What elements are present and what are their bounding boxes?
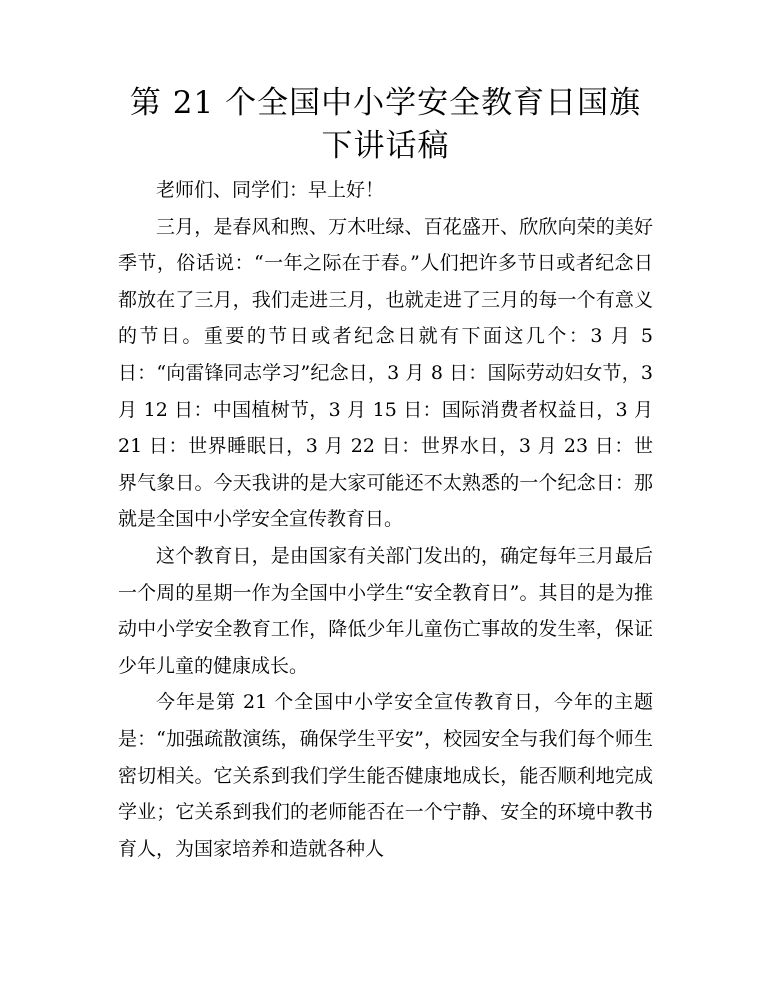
- paragraph-greeting: 老师们、同学们：早上好！: [156, 179, 385, 201]
- paragraph-march-holidays: 三月，是春风和煦、万木吐绿、百花盛开、欣欣向荣的美好季节，俗话说：“一年之际在于春。”人们把许多节日或者纪念日都放在了三月，我们走进三月，也就走进了三月的每一个有意义的节日。重要的节日或者纪念日就有下面这几个：3 月 5 日：“向雷锋同志学习”纪念日，3 月 8 日：国际劳动妇女节，3 月 12 日：中国植树节，3 月 15 日：国际消费者权益日，3 月 21 日：世界睡眠日，3 月 22 日：世界水日，3 月 23 日：世界气象日。今天我讲的是大家可能还不太熟悉的一个纪念日：那就是全国中小学安全宣传教育日。: [118, 215, 653, 531]
- paragraph-this-year-theme: 今年是第 21 个全国中小学安全宣传教育日，今年的主题是：“加强疏散演练，确保学生平安”，校园安全与我们每个师生密切相关。它关系到我们学生能否健康地成长，能否顺利地完成学业；它关系到我们的老师能否在一个宁静、安全的环境中教书育人，为国家培养和造就各种人: [118, 691, 653, 860]
- document-body: [118, 172, 653, 867]
- paragraph-education-day: 这个教育日，是由国家有关部门发出的，确定每年三月最后一个周的星期一作为全国中小学生“安全教育日”。其目的是为推动中小学安全教育工作，降低少年儿童伤亡事故的发生率，保证少年儿童的健康成长。: [118, 544, 653, 677]
- document-title: 第 21 个全国中小学安全教育日国旗下讲话稿: [129, 85, 642, 164]
